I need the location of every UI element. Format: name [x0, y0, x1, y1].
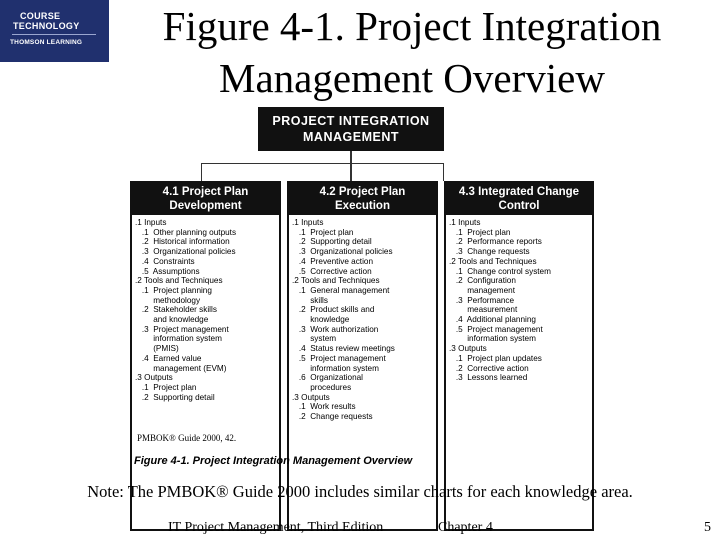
process-line: knowledge	[292, 315, 350, 325]
process-line: .4 Constraints	[135, 256, 195, 266]
process-line: .1 Inputs	[292, 218, 324, 227]
process-line: .6 Organizational	[292, 373, 363, 383]
process-head	[289, 183, 436, 215]
process-line: .1 Work results	[292, 402, 356, 412]
process-line: .2 Historical information	[135, 237, 230, 247]
connector-vertical-main	[350, 151, 352, 181]
process-line: .1 Project plan	[135, 382, 197, 392]
process-body	[289, 215, 436, 422]
process-line: management	[449, 285, 515, 295]
process-line: (PMIS)	[135, 344, 179, 354]
process-line: .3 Work authorization	[292, 324, 379, 334]
process-line: .5 Assumptions	[135, 266, 200, 276]
process-head-line: 4.3 Integrated Change	[458, 186, 580, 198]
process-head	[132, 183, 279, 215]
process-line: information system	[449, 334, 536, 344]
footer-page-number: 5	[704, 520, 711, 535]
process-line: .2 Performance reports	[449, 237, 542, 247]
process-line: system	[292, 334, 337, 344]
process-line: .4 Earned value	[135, 353, 202, 363]
process-body	[446, 215, 592, 383]
process-line: .2 Change requests	[292, 412, 373, 422]
process-line: .4 Additional planning	[449, 315, 536, 325]
slide-title	[112, 0, 712, 104]
process-line: .3 Outputs	[135, 373, 173, 383]
process-head-line: 4.2 Project Plan	[319, 186, 406, 198]
process-line: skills	[292, 295, 328, 305]
process-head-line: Execution	[335, 200, 390, 212]
process-line: .5 Project management	[449, 324, 543, 334]
process-line: information system	[292, 363, 379, 373]
process-line: .2 Supporting detail	[292, 237, 372, 247]
process-line: .3 Organizational policies	[135, 247, 236, 257]
process-line: .5 Corrective action	[292, 266, 372, 276]
footer-book-title: IT Project Management, Third Edition	[168, 520, 384, 535]
process-line: .2 Stakeholder skills	[135, 305, 217, 315]
connector-right	[443, 163, 444, 181]
process-line: .2 Tools and Techniques	[135, 276, 223, 286]
process-line: .3 Organizational policies	[292, 247, 393, 257]
figure-caption: Figure 4-1. Project Integration Management Overview	[134, 455, 413, 467]
process-line: .3 Outputs	[292, 392, 330, 402]
process-head-line: Control	[498, 200, 540, 212]
process-line: .2 Supporting detail	[135, 392, 215, 402]
process-line: .1 Project planning	[135, 285, 212, 295]
process-line: .1 Project plan updates	[449, 353, 542, 363]
diagram-top-box	[258, 107, 444, 151]
process-line: .4 Preventive action	[292, 256, 374, 266]
process-line: .1 Inputs	[135, 218, 167, 227]
connector-left	[201, 163, 202, 181]
process-box-4-1	[130, 181, 281, 531]
process-line: information system	[135, 334, 222, 344]
process-line: .3 Change requests	[449, 247, 530, 257]
process-line: procedures	[292, 382, 352, 392]
process-body	[132, 215, 279, 402]
title-line-2: Management Overview	[219, 55, 605, 101]
process-line: .1 General management	[292, 285, 390, 295]
top-box-line-2: MANAGEMENT	[303, 130, 399, 144]
process-line: .2 Configuration	[449, 276, 516, 286]
footer-chapter: Chapter 4	[438, 520, 493, 535]
process-head-line: Development	[169, 200, 242, 212]
process-line: .1 Inputs	[449, 218, 481, 227]
process-line: .3 Project management	[135, 324, 229, 334]
process-line: management (EVM)	[135, 363, 227, 373]
process-line: .2 Tools and Techniques	[449, 256, 537, 266]
process-line: .2 Corrective action	[449, 363, 529, 373]
top-box-line-1: PROJECT INTEGRATION	[272, 114, 430, 128]
process-line: .1 Project plan	[292, 227, 354, 237]
integration-diagram	[125, 105, 580, 470]
process-line: .2 Product skills and	[292, 305, 375, 315]
course-technology-logo	[0, 0, 109, 62]
process-line: and knowledge	[135, 315, 209, 325]
process-head-line: 4.1 Project Plan	[162, 186, 249, 198]
process-box-4-2	[287, 181, 438, 531]
logo-line-3: THOMSON LEARNING	[10, 39, 83, 46]
process-line: .2 Tools and Techniques	[292, 276, 380, 286]
process-line: .4 Status review meetings	[292, 344, 395, 354]
process-head	[446, 183, 592, 215]
process-line: .3 Lessons learned	[449, 373, 528, 383]
process-line: .1 Other planning outputs	[135, 227, 237, 237]
process-line: .3 Outputs	[449, 344, 487, 354]
logo-line-2: TECHNOLOGY	[13, 21, 80, 31]
process-box-4-3	[444, 181, 594, 531]
process-line: measurement	[449, 305, 518, 315]
figure-credit: PMBOK® Guide 2000, 42.	[137, 433, 237, 443]
process-line: .1 Project plan	[449, 227, 511, 237]
title-line-1: Figure 4-1. Project Integration	[162, 3, 662, 49]
connector-horizontal	[201, 163, 443, 164]
process-line: methodology	[135, 295, 201, 305]
process-line: .1 Change control system	[449, 266, 551, 276]
logo-line-1: COURSE	[20, 11, 61, 21]
process-line: .3 Performance	[449, 295, 515, 305]
process-line: .5 Project management	[292, 353, 386, 363]
note-text: Note: The PMBOK® Guide 2000 includes similar charts for each knowledge area.	[87, 482, 633, 501]
logo-divider	[12, 34, 96, 35]
